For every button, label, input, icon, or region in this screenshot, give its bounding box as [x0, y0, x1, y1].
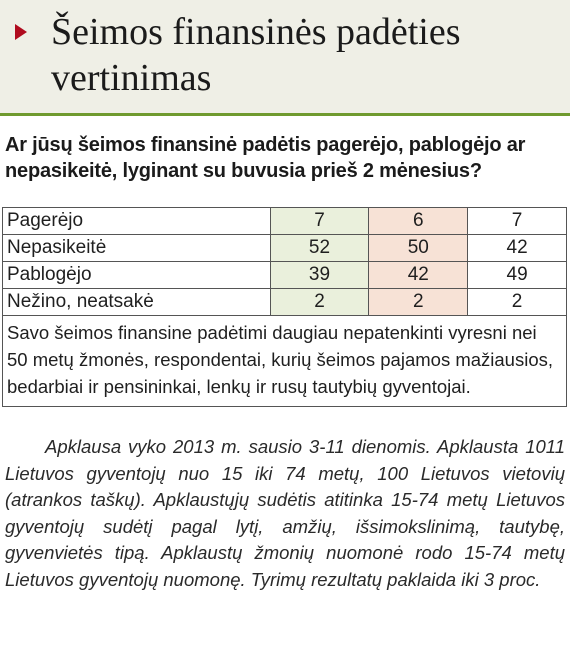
value-cell: 2: [270, 289, 369, 316]
results-table: [2, 207, 567, 407]
value-cell: 42: [369, 262, 468, 289]
value-cell: 49: [468, 262, 567, 289]
header-divider: [0, 113, 570, 116]
value-cell: 52: [270, 235, 369, 262]
page-title: Šeimos finansinės padėties vertinimas: [51, 11, 461, 99]
value-cell: 2: [369, 289, 468, 316]
row-label: Nepasikeitė: [3, 235, 271, 262]
row-label: Nežino, neatsakė: [3, 289, 271, 316]
value-cell: 39: [270, 262, 369, 289]
table-row: [3, 289, 567, 316]
header-band: [0, 0, 570, 113]
methodology-note: Apklausa vyko 2013 m. sausio 3-11 dienomis. Apklausta 1011 Lietuvos gyventojų nuo 15 iki 74 metų, 100 Lietuvos vietovių (atrankos taškų). Apklaustųjų sudėtis atitinka 15-74 metų Lietuvos gyventojų sudėtį pagal lytį, amžių, išsimokslinimą, tautybę, gyvenvietės tipą. Apklaustų žmonių nuomonė rodo 15-74 metų Lietuvos gyventojų nuomonę. Tyrimų rezultatų paklaida iki 3 proc.: [5, 436, 565, 590]
table-note-row: [3, 316, 567, 407]
value-cell: 6: [369, 208, 468, 235]
value-cell: 2: [468, 289, 567, 316]
table-note: Savo šeimos finansine padėtimi daugiau nepatenkinti vyresni nei 50 metų žmonės, respondentai, kurių šeimos pajamos mažiausios, bedarbiai ir pensininkai, lenkų ir rusų tautybių gyventojai.: [3, 316, 567, 407]
row-label: Pablogėjo: [3, 262, 271, 289]
value-cell: 7: [270, 208, 369, 235]
survey-question: Ar jūsų šeimos finansinė padėtis pagerėjo, pablogėjo ar nepasikeitė, lyginant su buvusia prieš 2 mėnesius?: [5, 134, 526, 182]
value-cell: 50: [369, 235, 468, 262]
value-cell: 42: [468, 235, 567, 262]
table-row: [3, 235, 567, 262]
triangle-right-icon: [15, 24, 27, 40]
row-label: Pagerėjo: [3, 208, 271, 235]
value-cell: 7: [468, 208, 567, 235]
table-row: [3, 208, 567, 235]
table-row: [3, 262, 567, 289]
